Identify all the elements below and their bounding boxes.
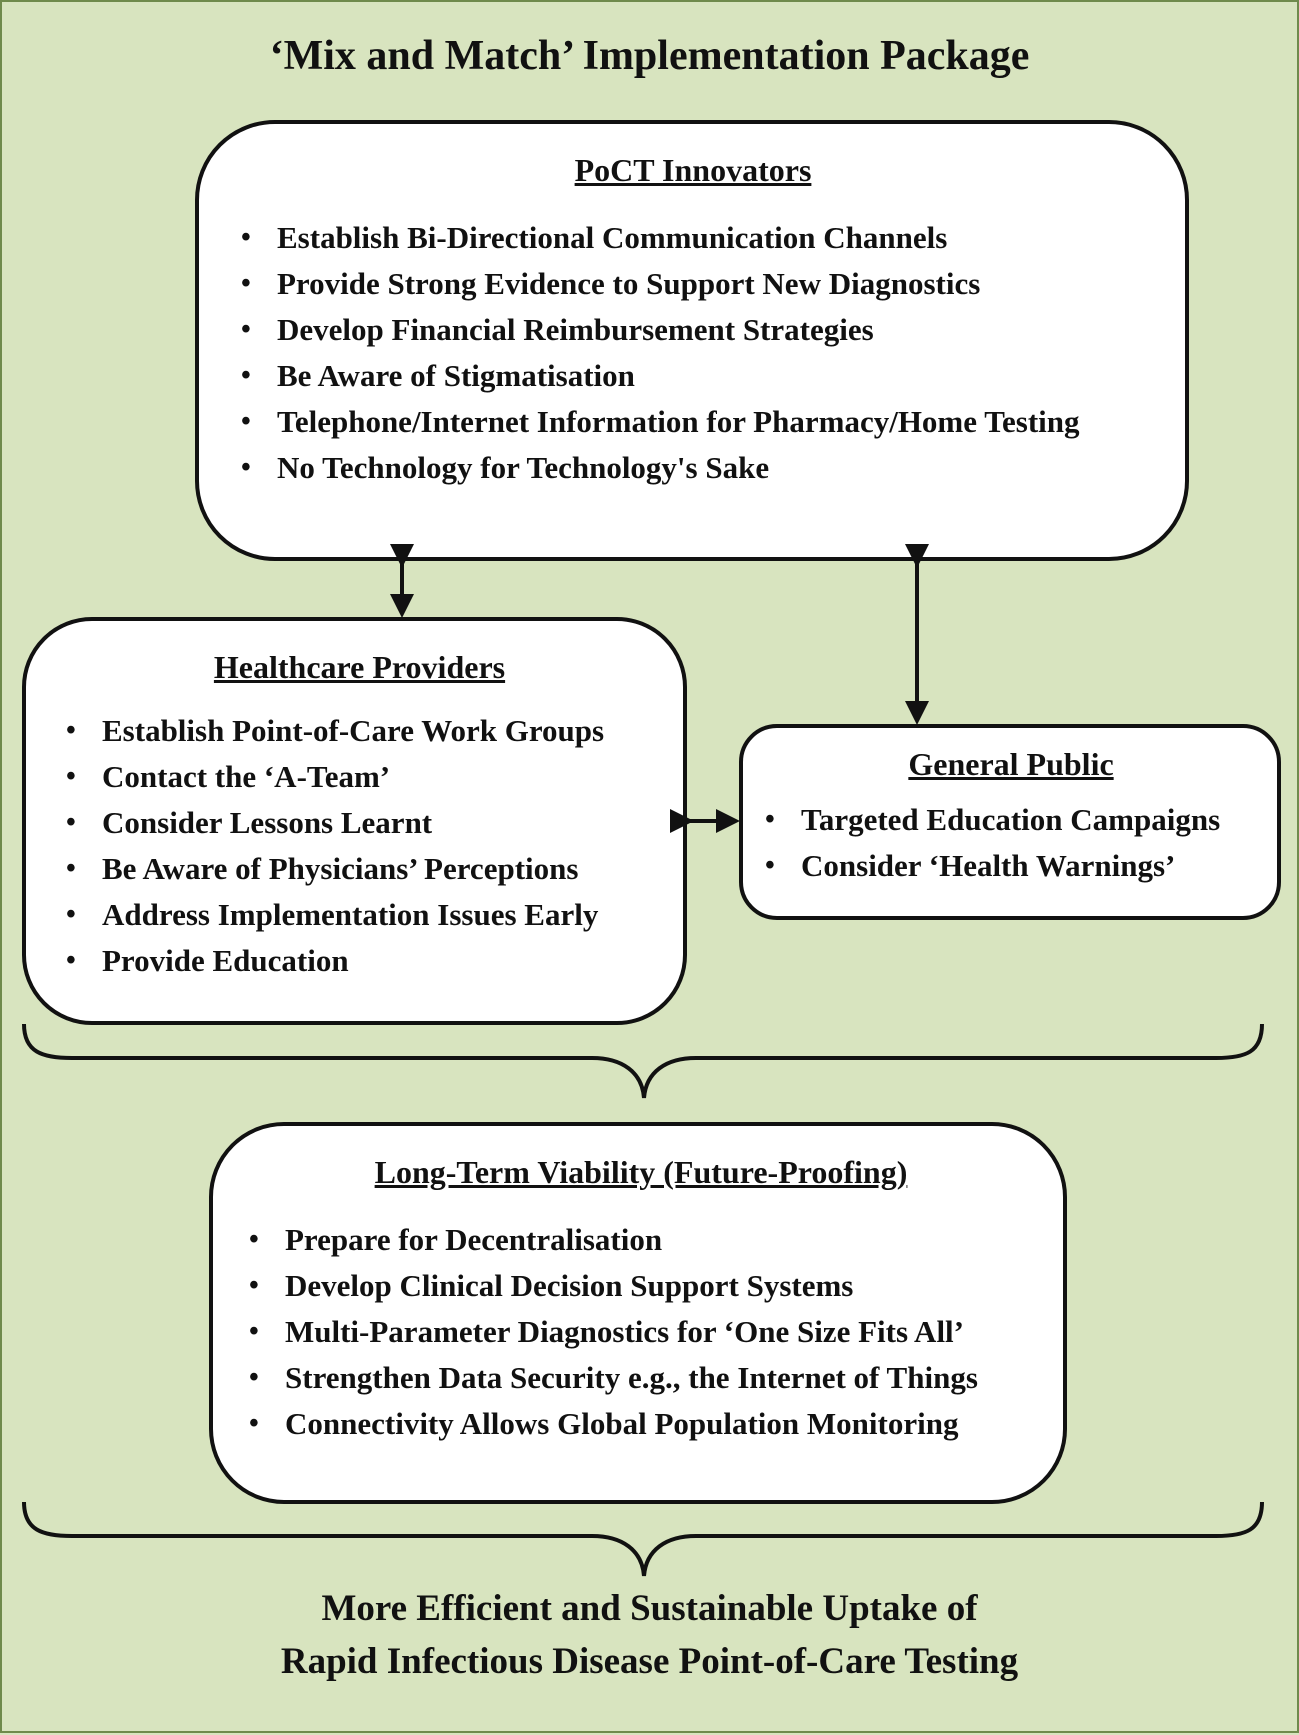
outcome-line-2: Rapid Infectious Disease Point-of-Care Testing: [280, 1641, 1019, 1682]
general-public-heading: General Public: [908, 746, 1114, 782]
list-item: • Establish Point-of-Care Work Groups: [66, 708, 653, 754]
outcome-statement: [2, 1582, 1297, 1688]
list-item: • No Technology for Technology's Sake: [241, 445, 1145, 491]
list-item: • Telephone/Internet Information for Pharmacy/Home Testing: [241, 399, 1145, 445]
long-term-viability-heading: Long-Term Viability (Future-Proofing): [374, 1154, 908, 1190]
list-item: • Be Aware of Stigmatisation: [241, 353, 1145, 399]
diagram-title: ‘Mix and Match’ Implementation Package: [269, 33, 1030, 79]
healthcare-providers-heading: Healthcare Providers: [213, 649, 506, 685]
list-item: • Develop Clinical Decision Support Systems: [249, 1263, 1033, 1309]
list-item: • Consider Lessons Learnt: [66, 800, 653, 846]
curly-brace-upper: [24, 1024, 1262, 1098]
connectors-layer: [2, 2, 1299, 1735]
list-item: • Provide Education: [66, 938, 653, 984]
curly-brace-lower: [24, 1502, 1262, 1576]
poct-innovators-heading: PoCT Innovators: [574, 152, 812, 188]
list-item: • Provide Strong Evidence to Support New Diagnostics: [241, 261, 1145, 307]
outcome-line-1: More Efficient and Sustainable Uptake of: [321, 1588, 978, 1629]
list-item: • Be Aware of Physicians’ Perceptions: [66, 846, 653, 892]
list-item: • Multi-Parameter Diagnostics for ‘One Size Fits All’: [249, 1309, 1033, 1355]
list-item: • Targeted Education Campaigns: [765, 797, 1257, 843]
list-item: • Consider ‘Health Warnings’: [765, 843, 1257, 889]
list-item: • Contact the ‘A-Team’: [66, 754, 653, 800]
list-item: • Establish Bi-Directional Communication Channels: [241, 215, 1145, 261]
list-item: • Strengthen Data Security e.g., the Internet of Things: [249, 1355, 1033, 1401]
list-item: • Develop Financial Reimbursement Strategies: [241, 307, 1145, 353]
list-item: • Prepare for Decentralisation: [249, 1217, 1033, 1263]
list-item: • Address Implementation Issues Early: [66, 892, 653, 938]
list-item: • Connectivity Allows Global Population Monitoring: [249, 1401, 1033, 1447]
